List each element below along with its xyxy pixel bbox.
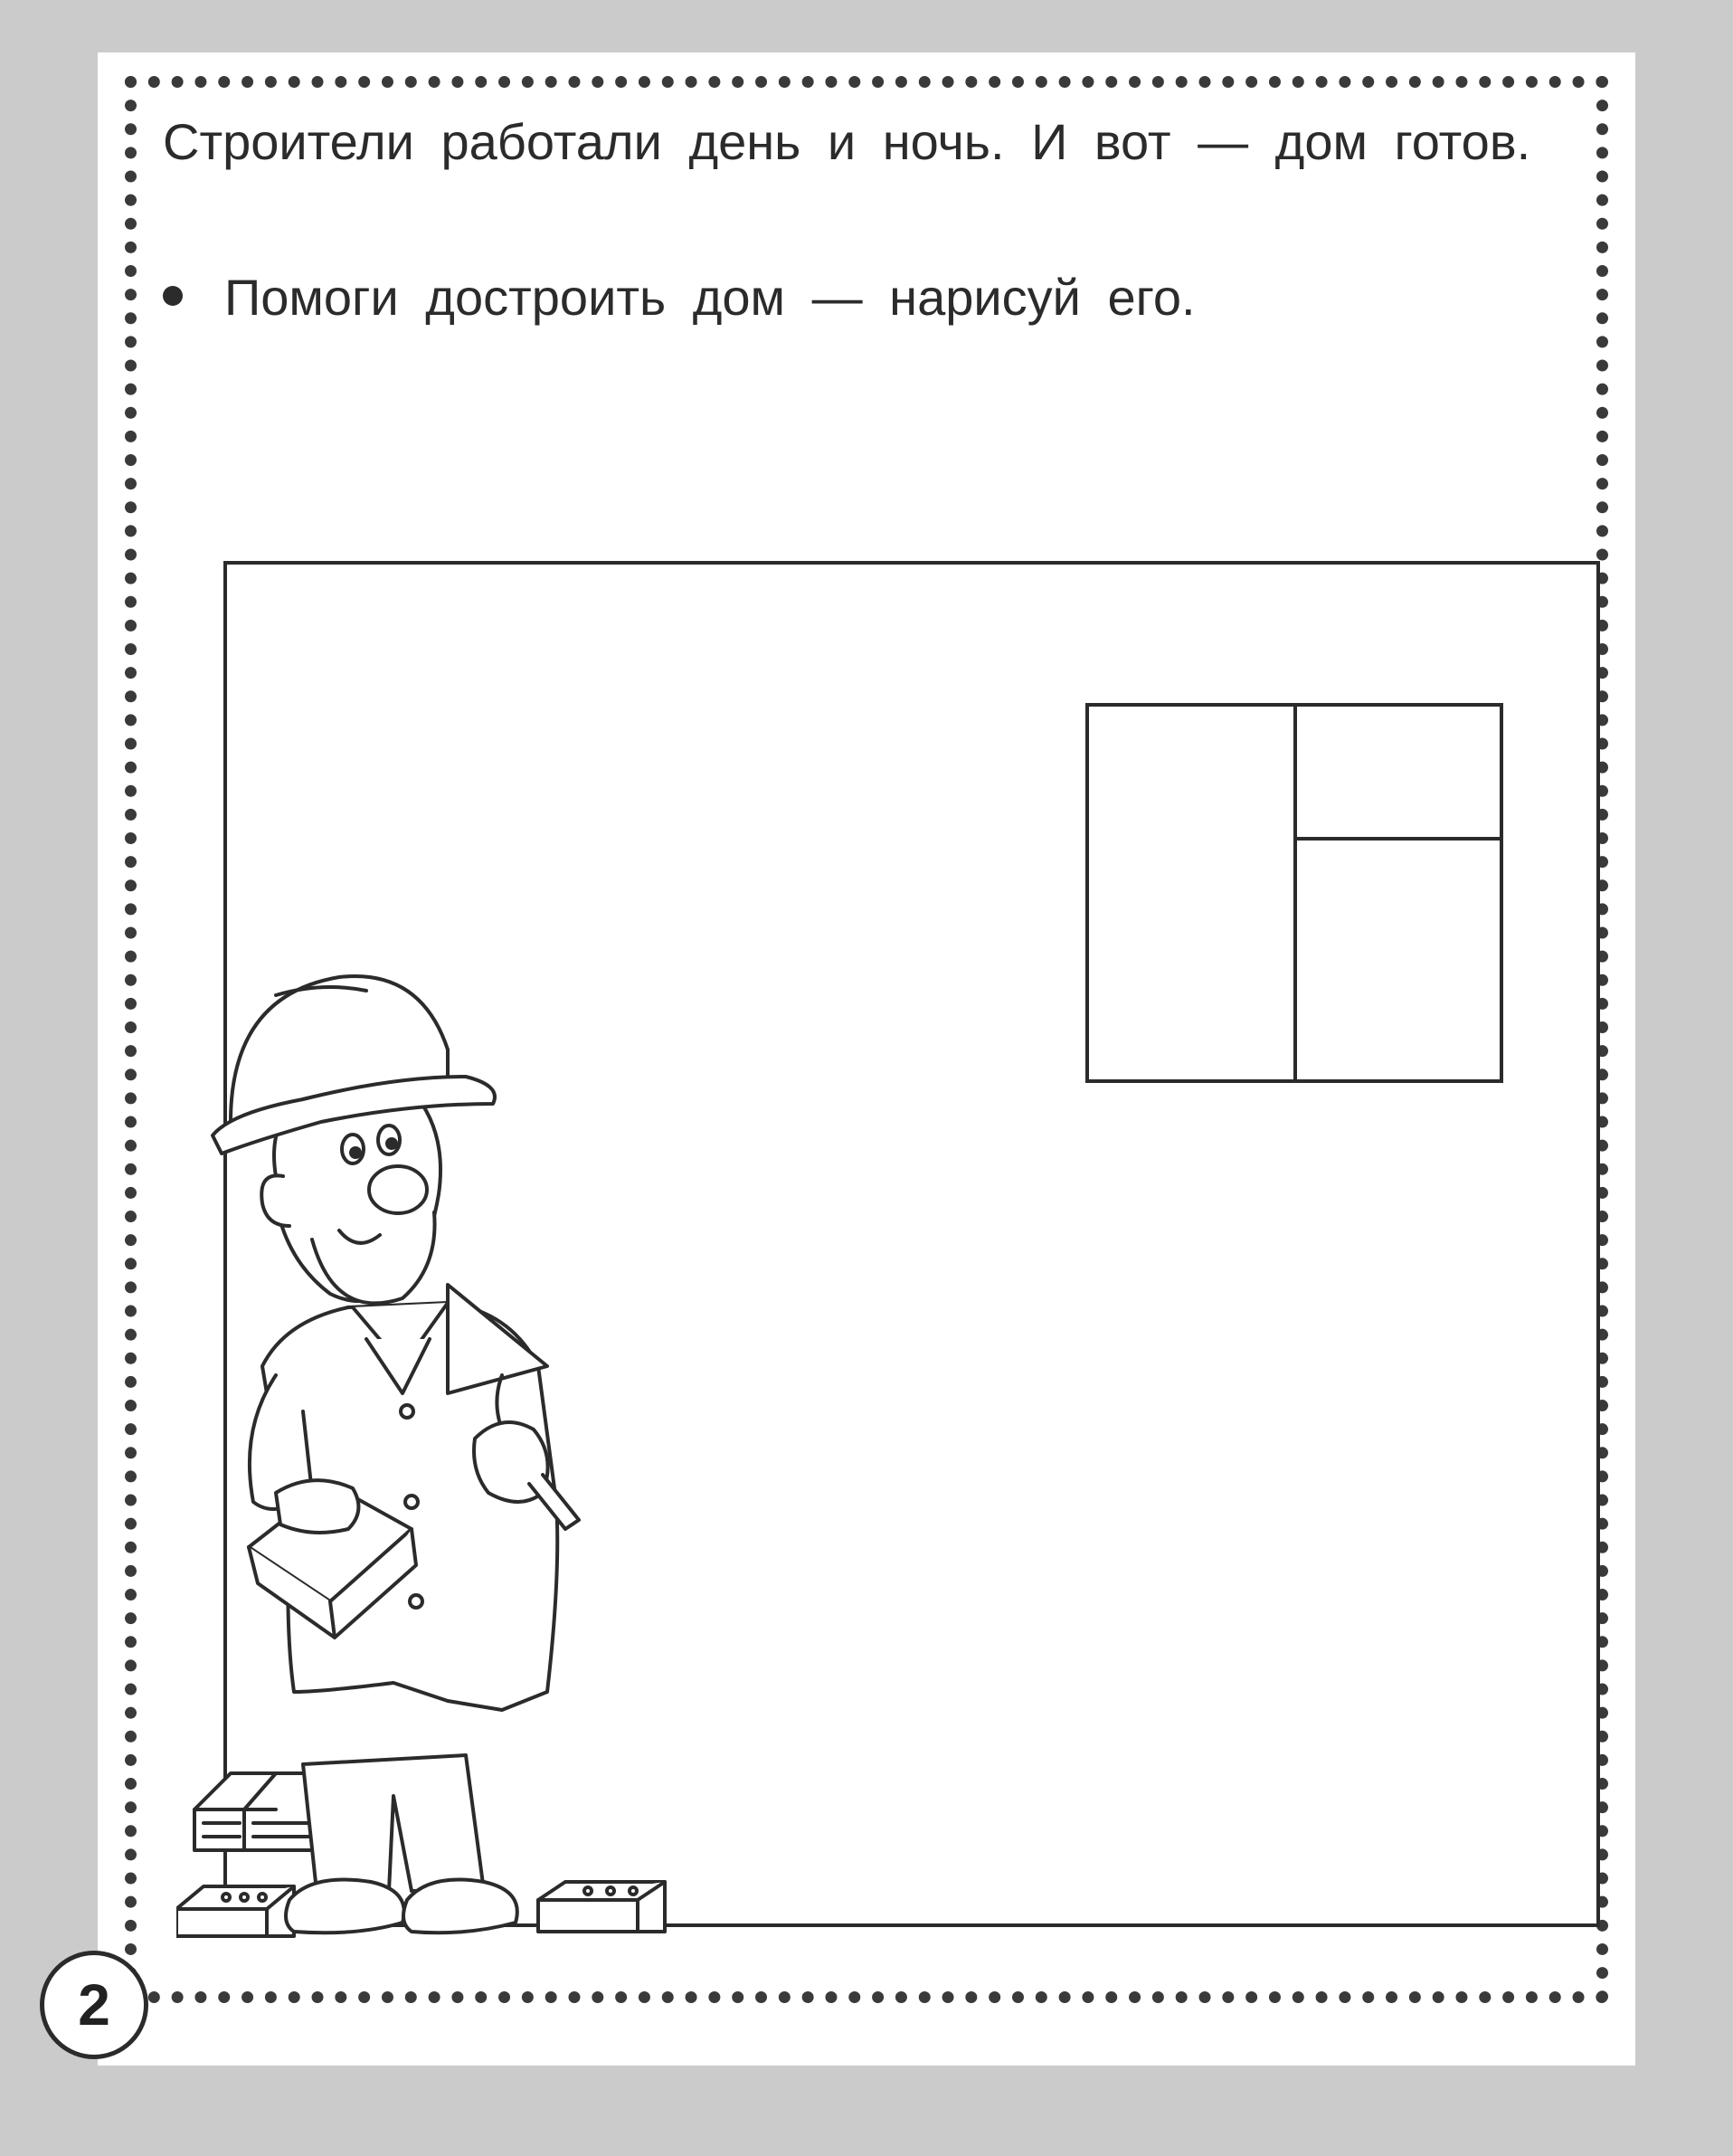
- bullet-icon: [163, 286, 183, 306]
- brick-left: [176, 1886, 294, 1936]
- window-vertical-bar: [1293, 707, 1297, 1079]
- left-hand: [276, 1480, 358, 1533]
- left-shoe: [286, 1880, 404, 1933]
- builder-legs: [303, 1755, 484, 1891]
- window-horizontal-bar: [1293, 837, 1503, 841]
- brick-right: [538, 1882, 665, 1932]
- task-instruction: [163, 262, 1601, 333]
- page-number-badge: 2: [40, 1951, 148, 2059]
- task-text: Помоги достроить дом — нарисуй его.: [224, 269, 1196, 326]
- intro-text: Строители работали день и ночь. И вот — дом готов.: [163, 113, 1531, 170]
- right-shoe: [403, 1880, 517, 1933]
- builder-nose: [369, 1166, 427, 1213]
- window-illustration: [1085, 703, 1503, 1083]
- builder-illustration: [176, 941, 810, 2027]
